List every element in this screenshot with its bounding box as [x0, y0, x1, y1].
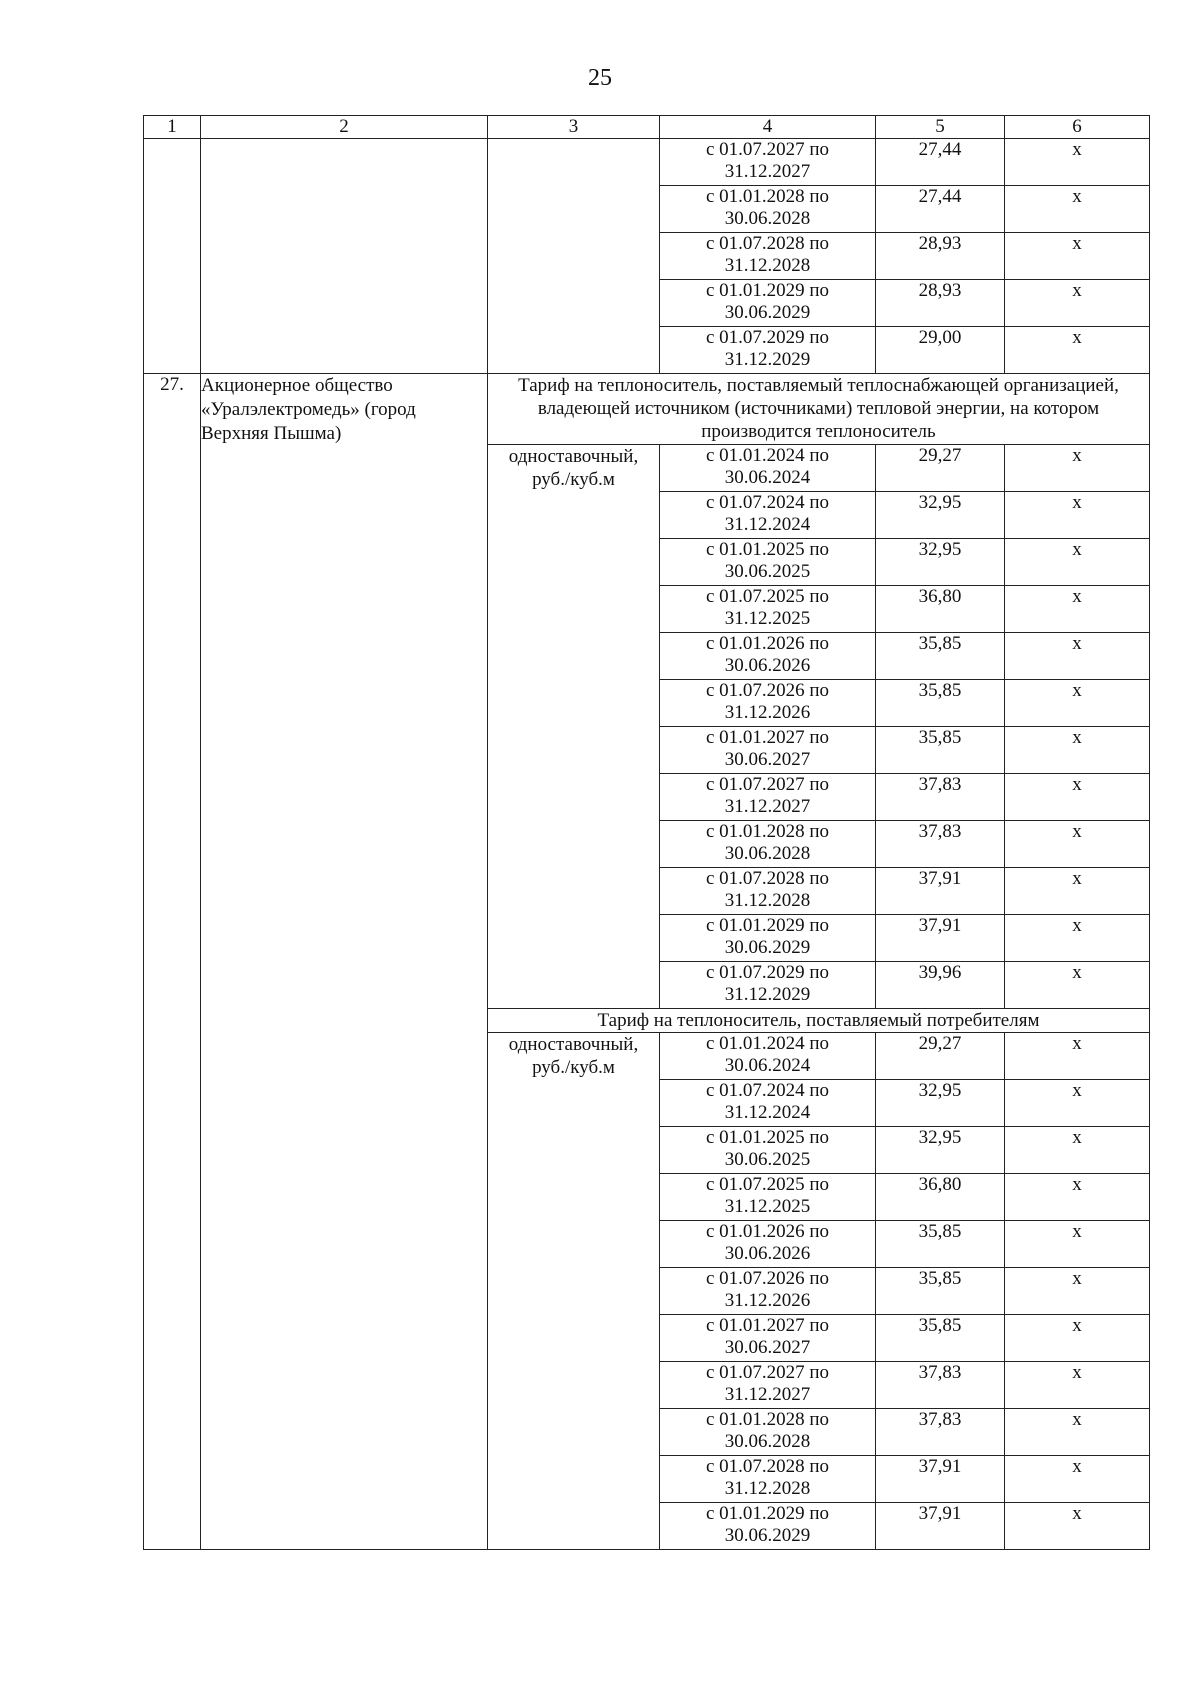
period-cell [660, 821, 876, 868]
tariff-value: 35,85 [876, 633, 1005, 680]
period-cell [660, 962, 876, 1009]
period-from: с 01.01.2028 по [705, 1409, 830, 1430]
period-to: 31.12.2027 [724, 796, 811, 817]
period-to: 30.06.2028 [724, 843, 811, 864]
column-number: 4 [660, 116, 876, 139]
period-from: с 01.07.2028 по [705, 1456, 830, 1477]
period-cell [660, 1315, 876, 1362]
period-to: 30.06.2025 [724, 1149, 811, 1170]
period-from: с 01.01.2029 по [705, 915, 830, 936]
column6-mark: х [1005, 233, 1150, 280]
tariff-value: 29,27 [876, 445, 1005, 492]
column6-mark: х [1005, 1362, 1150, 1409]
period-from: с 01.01.2029 по [705, 1503, 830, 1524]
column6-mark: х [1005, 1033, 1150, 1080]
tariff-value: 39,96 [876, 962, 1005, 1009]
period-cell [660, 327, 876, 374]
period-to: 31.12.2029 [724, 349, 811, 370]
number-cell [144, 139, 201, 374]
tariff-value: 27,44 [876, 139, 1005, 186]
period-to: 31.12.2026 [724, 1290, 811, 1311]
period-to: 31.12.2028 [724, 255, 811, 276]
period-cell [660, 727, 876, 774]
period-to: 30.06.2027 [724, 749, 811, 770]
tariff-value: 28,93 [876, 233, 1005, 280]
organization-name: Акционерное общество «Уралэлектромедь» (город Верхняя Пышма) [201, 374, 488, 1550]
column6-mark: х [1005, 327, 1150, 374]
tariff-value: 32,95 [876, 1127, 1005, 1174]
section-title: Тариф на теплоноситель, поставляемый потребителям [488, 1009, 1150, 1033]
period-to: 30.06.2024 [724, 467, 811, 488]
period-from: с 01.01.2028 по [705, 186, 830, 207]
period-cell [660, 280, 876, 327]
period-from: с 01.01.2025 по [705, 539, 830, 560]
entry-number: 27. [144, 374, 201, 1550]
period-from: с 01.07.2026 по [705, 1268, 830, 1289]
period-cell [660, 1127, 876, 1174]
period-cell [660, 774, 876, 821]
period-to: 30.06.2026 [724, 1243, 811, 1264]
period-to: 31.12.2025 [724, 608, 811, 629]
period-from: с 01.01.2027 по [705, 1315, 830, 1336]
column6-mark: х [1005, 1221, 1150, 1268]
period-from: с 01.07.2028 по [705, 233, 830, 254]
tariff-value: 35,85 [876, 727, 1005, 774]
period-from: с 01.01.2026 по [705, 1221, 830, 1242]
tariff-value: 37,91 [876, 1503, 1005, 1550]
period-cell [660, 139, 876, 186]
organization-cell [201, 139, 488, 374]
tariff-value: 35,85 [876, 680, 1005, 727]
period-cell [660, 233, 876, 280]
period-cell [660, 1362, 876, 1409]
period-from: с 01.07.2029 по [705, 962, 830, 983]
period-to: 30.06.2028 [724, 1431, 811, 1452]
period-to: 31.12.2028 [724, 1478, 811, 1499]
column6-mark: х [1005, 680, 1150, 727]
section-title: Тариф на теплоноситель, поставляемый теплоснабжающей организацией, владеющей источником (источниками) тепловой энергии, на котором производится теплоноситель [488, 374, 1150, 445]
period-to: 31.12.2026 [724, 702, 811, 723]
tariff-value: 27,44 [876, 186, 1005, 233]
table-row [144, 139, 1150, 186]
period-to: 31.12.2025 [724, 1196, 811, 1217]
column6-mark: х [1005, 1080, 1150, 1127]
column6-mark: х [1005, 1456, 1150, 1503]
period-from: с 01.01.2024 по [705, 445, 830, 466]
column6-mark: х [1005, 727, 1150, 774]
tariff-value: 28,93 [876, 280, 1005, 327]
tariff-value: 32,95 [876, 492, 1005, 539]
tariff-table-body [144, 116, 1150, 1550]
period-from: с 01.01.2027 по [705, 727, 830, 748]
period-from: с 01.01.2029 по [705, 280, 830, 301]
period-to: 30.06.2029 [724, 1525, 811, 1546]
period-cell [660, 1409, 876, 1456]
period-from: с 01.07.2026 по [705, 680, 830, 701]
column6-mark: х [1005, 1315, 1150, 1362]
method-cell [488, 139, 660, 374]
period-from: с 01.07.2028 по [705, 868, 830, 889]
period-to: 30.06.2028 [724, 208, 811, 229]
column6-mark: х [1005, 962, 1150, 1009]
period-cell [660, 1080, 876, 1127]
page-number: 25 [588, 65, 612, 91]
tariff-table [143, 115, 1150, 1550]
tariff-value: 35,85 [876, 1221, 1005, 1268]
period-from: с 01.07.2025 по [705, 1174, 830, 1195]
period-to: 30.06.2024 [724, 1055, 811, 1076]
tariff-value: 37,83 [876, 821, 1005, 868]
tariff-value: 35,85 [876, 1315, 1005, 1362]
period-cell [660, 1174, 876, 1221]
period-to: 31.12.2024 [724, 514, 811, 535]
column6-mark: х [1005, 1127, 1150, 1174]
column6-mark: х [1005, 1174, 1150, 1221]
tariff-value: 37,91 [876, 868, 1005, 915]
tariff-value: 37,83 [876, 1362, 1005, 1409]
column6-mark: х [1005, 586, 1150, 633]
period-from: с 01.01.2025 по [705, 1127, 830, 1148]
period-to: 30.06.2029 [724, 302, 811, 323]
column-number: 5 [876, 116, 1005, 139]
period-from: с 01.07.2024 по [705, 1080, 830, 1101]
section-title-row [144, 374, 1150, 445]
period-to: 31.12.2027 [724, 161, 811, 182]
period-to: 30.06.2029 [724, 937, 811, 958]
column6-mark: х [1005, 1409, 1150, 1456]
column6-mark: х [1005, 280, 1150, 327]
tariff-method: одноставочный, руб./куб.м [488, 445, 660, 1009]
period-to: 30.06.2025 [724, 561, 811, 582]
column-number-row [144, 116, 1150, 139]
column6-mark: х [1005, 1268, 1150, 1315]
column6-mark: х [1005, 868, 1150, 915]
period-to: 31.12.2024 [724, 1102, 811, 1123]
period-cell [660, 1456, 876, 1503]
tariff-value: 32,95 [876, 539, 1005, 586]
period-cell [660, 186, 876, 233]
period-cell [660, 586, 876, 633]
tariff-value: 29,27 [876, 1033, 1005, 1080]
tariff-method: одноставочный, руб./куб.м [488, 1033, 660, 1550]
column6-mark: х [1005, 492, 1150, 539]
period-to: 31.12.2029 [724, 984, 811, 1005]
period-cell [660, 539, 876, 586]
period-cell [660, 680, 876, 727]
period-from: с 01.01.2026 по [705, 633, 830, 654]
period-to: 30.06.2026 [724, 655, 811, 676]
period-cell [660, 1503, 876, 1550]
period-cell [660, 492, 876, 539]
period-cell [660, 445, 876, 492]
column6-mark: х [1005, 821, 1150, 868]
tariff-value: 37,83 [876, 1409, 1005, 1456]
period-from: с 01.01.2028 по [705, 821, 830, 842]
tariff-value: 36,80 [876, 586, 1005, 633]
period-from: с 01.07.2025 по [705, 586, 830, 607]
period-from: с 01.07.2029 по [705, 327, 830, 348]
period-cell [660, 915, 876, 962]
tariff-value: 37,91 [876, 1456, 1005, 1503]
column6-mark: х [1005, 445, 1150, 492]
tariff-value: 37,83 [876, 774, 1005, 821]
column6-mark: х [1005, 774, 1150, 821]
tariff-value: 35,85 [876, 1268, 1005, 1315]
period-from: с 01.07.2024 по [705, 492, 830, 513]
period-cell [660, 633, 876, 680]
tariff-value: 29,00 [876, 327, 1005, 374]
column6-mark: х [1005, 186, 1150, 233]
column6-mark: х [1005, 1503, 1150, 1550]
column6-mark: х [1005, 915, 1150, 962]
period-cell [660, 868, 876, 915]
column6-mark: х [1005, 539, 1150, 586]
column-number: 3 [488, 116, 660, 139]
column6-mark: х [1005, 139, 1150, 186]
period-from: с 01.01.2024 по [705, 1033, 830, 1054]
period-from: с 01.07.2027 по [705, 1362, 830, 1383]
column-number: 2 [201, 116, 488, 139]
period-from: с 01.07.2027 по [705, 139, 830, 160]
column-number: 1 [144, 116, 201, 139]
column-number: 6 [1005, 116, 1150, 139]
period-to: 30.06.2027 [724, 1337, 811, 1358]
tariff-value: 36,80 [876, 1174, 1005, 1221]
period-cell [660, 1268, 876, 1315]
period-to: 31.12.2027 [724, 1384, 811, 1405]
period-cell [660, 1221, 876, 1268]
column6-mark: х [1005, 633, 1150, 680]
period-from: с 01.07.2027 по [705, 774, 830, 795]
period-to: 31.12.2028 [724, 890, 811, 911]
tariff-value: 32,95 [876, 1080, 1005, 1127]
tariff-value: 37,91 [876, 915, 1005, 962]
period-cell [660, 1033, 876, 1080]
